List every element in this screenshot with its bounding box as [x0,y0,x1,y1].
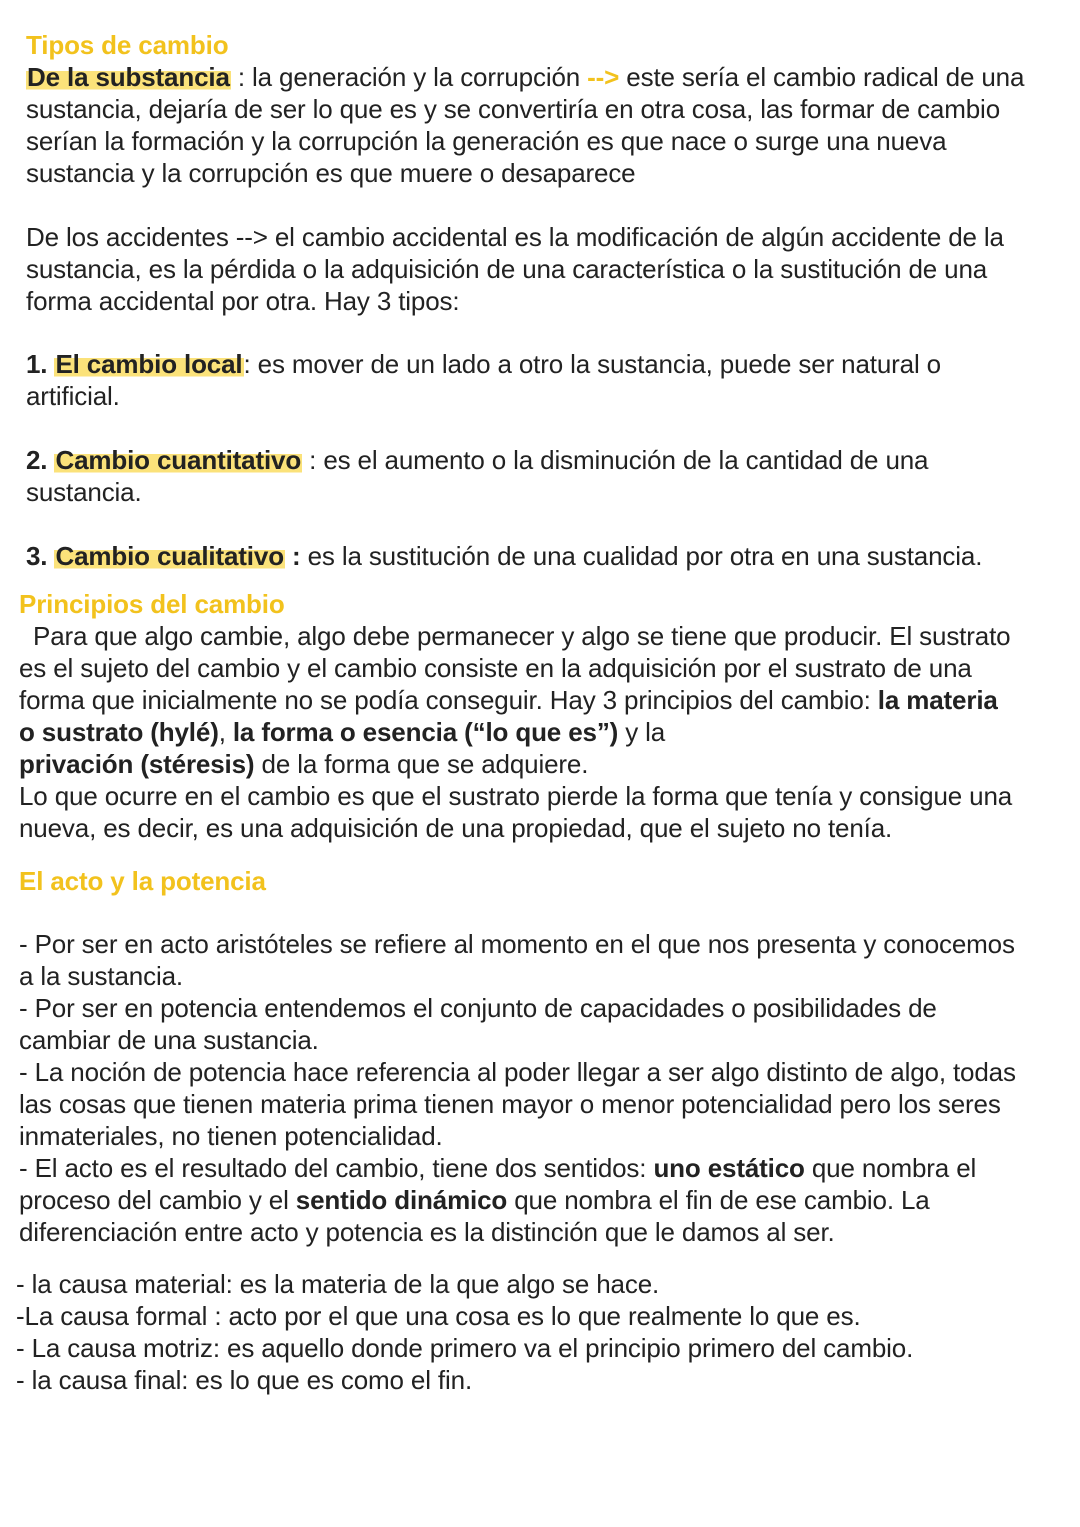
accidentes-line-1: De los accidentes --> el cambio accidental es la modificación de algún accidente de la [26,222,1004,252]
causa-motriz: - La causa motriz: es aquello donde primero va el principio primero del cambio. [16,1333,914,1363]
item1-line-2: artificial. [26,381,120,411]
heading-acto-y-potencia: El acto y la potencia [19,866,266,896]
item3-number: 3. [26,541,48,571]
item3-separator: : [284,541,308,571]
principios-line-2: es el sujeto del cambio y el cambio consiste en la adquisición por el sustrato de una [19,653,972,683]
acto-bullet4-line-3: diferenciación entre acto y potencia es la distinción que le damos al ser. [19,1217,835,1247]
principios-comma: , [218,717,233,747]
causa-material: - la causa material: es la materia de la que algo se hace. [16,1269,660,1299]
item3-line-1 [26,540,982,572]
causa-formal: -La causa formal : acto por el que una cosa es lo que realmente lo que es. [16,1301,861,1331]
acto-text-5c: que nombra el fin de ese cambio. La [507,1185,930,1215]
term-de-la-substancia: De la substancia [27,62,230,92]
substancia-line-2: sustancia, dejaría de ser lo que es y se convertiría en otra cosa, las formar de cambio [26,94,1000,124]
item2-line-2: sustancia. [26,477,142,507]
term-cambio-cuantitativo: Cambio cuantitativo [55,445,302,475]
accidentes-line-3: forma accidental por otra. Hay 3 tipos: [26,286,460,316]
acto-bullet3-line-2: las cosas que tienen materia prima tienen mayor o menor potencialidad pero los seres [19,1089,1001,1119]
item1-line-1 [26,348,941,380]
acto-bullet4-line-2 [19,1184,930,1216]
substancia-text-1b: este sería el cambio radical de una [619,62,1025,92]
principios-line-6: Lo que ocurre en el cambio es que el sustrato pierde la forma que tenía y consigue una [19,781,1013,811]
principios-line-4 [19,716,665,748]
acto-bullet1-line-2: a la sustancia. [19,961,183,991]
yellow-arrow: --> [587,62,620,92]
substancia-text-1a: : la generación y la corrupción [230,62,588,92]
principios-text-3a: forma que inicialmente no se podía conseguir. Hay 3 principios del cambio: [19,685,878,715]
item2-text: : es el aumento o la disminución de la cantidad de una [302,445,929,475]
acto-bullet2-line-1: - Por ser en potencia entendemos el conjunto de capacidades o posibilidades de [19,993,937,1023]
term-cambio-cualitativo: Cambio cualitativo [55,541,284,571]
heading-tipos-de-cambio: Tipos de cambio [26,30,229,60]
item2-line-1 [26,444,928,476]
principios-text-5b: de la forma que se adquiere. [254,749,589,779]
principios-line-1: Para que algo cambie, algo debe permanecer y algo se tiene que producir. El sustrato [33,621,1011,651]
acto-bullet3-line-3: inmateriales, no tienen potencialidad. [19,1121,443,1151]
acto-text-4c: que nombra el [804,1153,977,1183]
acto-text-5a: proceso del cambio y el [19,1185,296,1215]
principios-line-5 [19,748,588,780]
acto-bullet1-line-1: - Por ser en acto aristóteles se refiere al momento en el que nos presenta y conocemos [19,929,1015,959]
acto-text-4a: - El acto es el resultado del cambio, tiene dos sentidos: [19,1153,654,1183]
accidentes-line-2: sustancia, es la pérdida o la adquisición de una característica o la sustitución de una [26,254,988,284]
principios-line-7: nueva, es decir, es una adquisición de una propiedad, que el sujeto no tenía. [19,813,893,843]
acto-bullet3-line-1: - La noción de potencia hace referencia al poder llegar a ser algo distinto de algo, todas [19,1057,1016,1087]
item3-text: es la sustitución de una cualidad por otra en una sustancia. [307,541,983,571]
term-cambio-local: El cambio local [55,349,243,379]
acto-bold-estatico: uno estático [653,1153,805,1183]
principios-bold-sustrato: o sustrato (hylé) [19,717,219,747]
principios-bold-forma: la forma o esencia (“lo que es”) [232,717,619,747]
principios-bold-materia: la materia [877,685,998,715]
acto-bullet4-line-1 [19,1152,976,1184]
item1-number: 1. [26,349,48,379]
substancia-line-4: sustancia y la corrupción es que muere o desaparece [26,158,636,188]
acto-bullet2-line-2: cambiar de una sustancia. [19,1025,319,1055]
item2-number: 2. [26,445,48,475]
principios-line-3 [19,684,998,716]
substancia-line-1 [26,61,1024,93]
item1-text: : es mover de un lado a otro la sustancia, puede ser natural o [243,349,941,379]
causa-final: - la causa final: es lo que es como el fin. [16,1365,473,1395]
principios-text-4d: y la [618,717,666,747]
substancia-line-3: serían la formación y la corrupción la generación es que nace o surge una nueva [26,126,947,156]
principios-bold-privacion: privación (stéresis) [19,749,255,779]
acto-bold-dinamico: sentido dinámico [295,1185,508,1215]
heading-principios-del-cambio: Principios del cambio [19,589,285,619]
